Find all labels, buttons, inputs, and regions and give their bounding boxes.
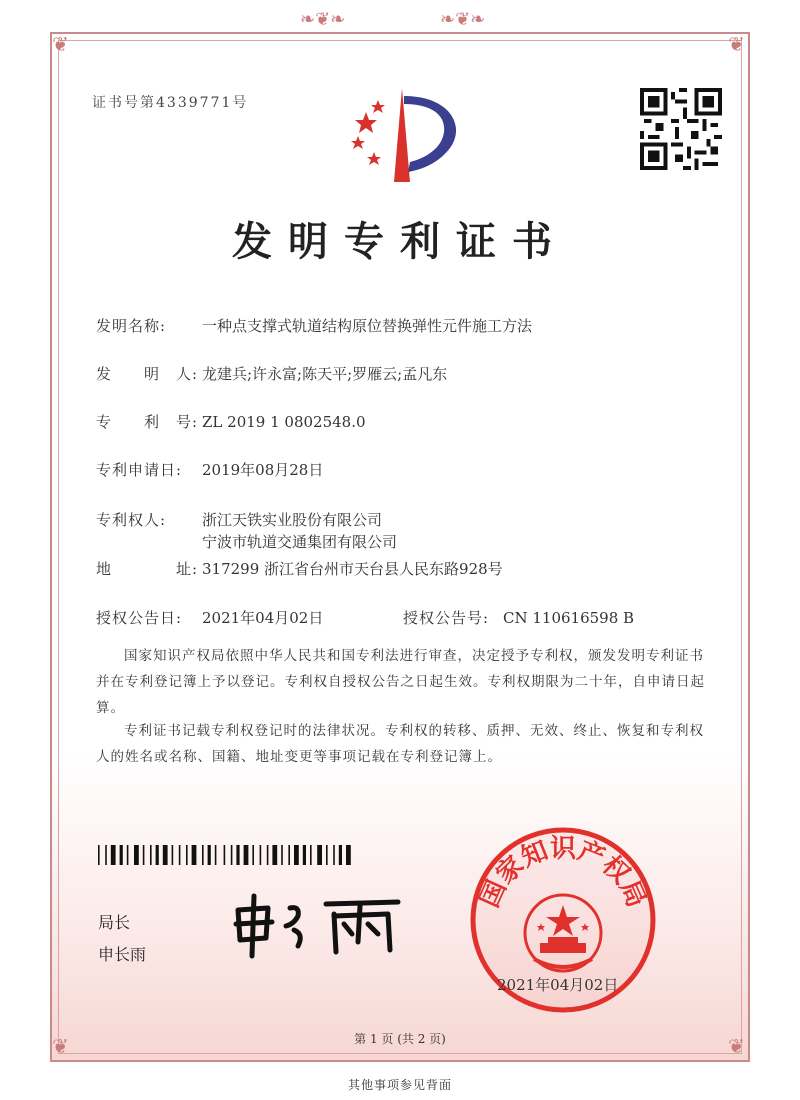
corner-ornament-top-right: ❦ bbox=[728, 32, 745, 56]
patentee-label: 专利权人: bbox=[96, 511, 167, 529]
signatory-name: 申长雨 bbox=[98, 945, 147, 964]
filing-date-value: 2019年08月28日 bbox=[202, 461, 324, 479]
field-address bbox=[96, 558, 503, 579]
invention-name-value: 一种点支撑式轨道结构原位替换弹性元件施工方法 bbox=[202, 317, 533, 335]
cnipa-logo-icon bbox=[338, 82, 468, 194]
grant-date-value: 2021年04月02日 bbox=[202, 609, 324, 627]
field-filing-date bbox=[96, 459, 323, 480]
body-paragraph-2: 专利证书记载专利权登记时的法律状况。专利权的转移、质押、无效、终止、恢复和专利权人的姓名或名称、国籍、地址变更等事项记载在专利登记簿上。 bbox=[96, 723, 704, 765]
field-patentee-second bbox=[202, 531, 397, 552]
top-ornament-right: ❧❦❧ bbox=[440, 9, 486, 30]
patent-number-value: ZL 2019 1 0802548.0 bbox=[202, 413, 366, 431]
body-paragraph-1: 国家知识产权局依照中华人民共和国专利法进行审查，决定授予专利权，颁发发明专利证书并在专利登记簿上予以登记。专利权自授权公告之日起生效。专利权期限为二十年，自申请日起算。 bbox=[96, 648, 705, 716]
corner-ornament-top-left: ❦ bbox=[52, 32, 69, 56]
signatory-role: 局长 bbox=[98, 913, 131, 932]
patent-number-label: 专 利 号: bbox=[96, 413, 199, 431]
top-ornament-left: ❧❦❧ bbox=[300, 9, 346, 30]
patentee-value-2: 宁波市轨道交通集团有限公司 bbox=[202, 533, 398, 551]
grant-date-label: 授权公告日: bbox=[96, 609, 183, 627]
grant-number-value: CN 110616598 B bbox=[503, 609, 635, 627]
address-label: 地 址: bbox=[96, 560, 199, 578]
grant-number-label: 授权公告号: bbox=[403, 609, 490, 627]
seal-date: 2021年04月02日 bbox=[497, 976, 619, 994]
corner-ornament-bottom-left: ❦ bbox=[52, 1034, 69, 1058]
certificate-title: 发明专利证书 bbox=[232, 219, 568, 265]
seal-text: 国家知识产权局 bbox=[474, 834, 652, 913]
page-number: 第 1 页 (共 2 页) bbox=[354, 1032, 446, 1046]
filing-date-label: 专利申请日: bbox=[96, 461, 183, 479]
patentee-value-1: 浙江天铁实业股份有限公司 bbox=[202, 511, 383, 529]
address-value: 317299 浙江省台州市天台县人民东路928号 bbox=[202, 560, 503, 578]
field-patent-number bbox=[96, 411, 366, 432]
footer-note: 其他事项参见背面 bbox=[347, 1078, 452, 1092]
handwritten-signature bbox=[228, 890, 408, 960]
invention-name-label: 发明名称: bbox=[96, 317, 167, 335]
barcode bbox=[98, 845, 358, 865]
field-grant-date bbox=[96, 607, 323, 628]
inventors-label: 发 明 人: bbox=[96, 365, 199, 383]
field-grant-number bbox=[403, 607, 634, 628]
field-patentee bbox=[96, 509, 382, 530]
qr-code bbox=[640, 88, 722, 170]
inventors-value: 龙建兵;许永富;陈天平;罗雁云;孟凡东 bbox=[202, 365, 448, 383]
corner-ornament-bottom-right: ❦ bbox=[728, 1034, 745, 1058]
field-inventors bbox=[96, 363, 447, 384]
certificate-number: 证书号第4339771号 bbox=[92, 95, 249, 111]
field-invention-name bbox=[96, 315, 532, 336]
